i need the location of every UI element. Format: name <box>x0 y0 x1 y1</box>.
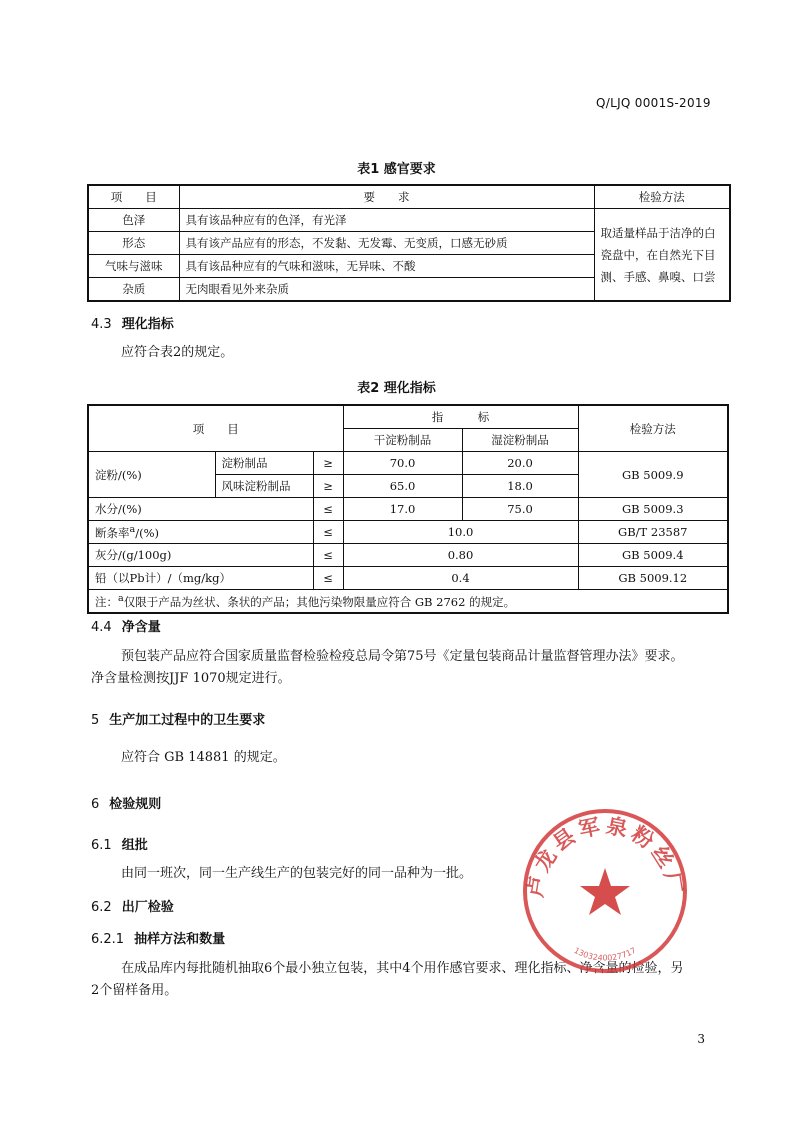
table-row <box>88 209 730 232</box>
wet-value: 20.0 <box>462 452 578 475</box>
seal-text: 卢龙县军泉粉丝厂 <box>523 813 687 899</box>
seal-code: 1303240027717 <box>572 945 638 963</box>
shared-value: 0.4 <box>343 567 578 590</box>
dry-value: 65.0 <box>343 475 462 498</box>
comparator: ≤ <box>313 498 343 521</box>
section-number: 6.2.1 <box>91 932 125 947</box>
footnote-marker: a <box>129 523 136 535</box>
shared-value: 10.0 <box>343 521 578 544</box>
section-number: 4.4 <box>91 620 112 635</box>
section-number: 6.2 <box>91 900 112 915</box>
row-requirement: 具有该品种应有的色泽，有光泽 <box>179 209 594 232</box>
row-label-text: 断条率 <box>95 525 130 540</box>
table-row <box>88 521 728 544</box>
comparator: ≥ <box>313 452 343 475</box>
table-row <box>88 498 728 521</box>
comparator: ≤ <box>313 544 343 567</box>
comparator: ≥ <box>313 475 343 498</box>
paragraph: 净含量检测按JJF 1070规定进行。 <box>91 671 291 686</box>
paragraph: 2个留样备用。 <box>91 983 178 998</box>
section-title: 出厂检验 <box>121 900 174 915</box>
section-title: 抽样方法和数量 <box>134 932 226 947</box>
table-header-row <box>88 405 728 429</box>
row-sublabel: 淀粉制品 <box>215 452 313 475</box>
note-prefix: 注： <box>95 594 118 609</box>
company-seal <box>520 806 690 976</box>
header-method: 检验方法 <box>594 185 730 209</box>
paragraph: 应符合 GB 14881 的规定。 <box>121 750 286 765</box>
method-value: GB 5009.3 <box>578 498 728 521</box>
table-note-row <box>88 590 728 614</box>
section-title: 理化指标 <box>121 317 174 332</box>
method-value: GB 5009.4 <box>578 544 728 567</box>
section-number: 6 <box>91 797 100 812</box>
section-heading <box>91 793 161 812</box>
section-heading <box>91 616 161 635</box>
header-method: 检验方法 <box>578 405 728 452</box>
section-heading <box>91 709 265 728</box>
section-title: 净含量 <box>121 620 161 635</box>
page-number: 3 <box>697 1032 705 1046</box>
header-item: 项 目 <box>88 405 343 452</box>
row-label: 淀粉/(%) <box>88 452 215 498</box>
row-label: 水分/(%) <box>88 498 313 521</box>
section-title: 组批 <box>121 838 148 853</box>
section-number: 5 <box>91 713 100 728</box>
section-number: 6.1 <box>91 838 112 853</box>
header-index: 指 标 <box>343 405 578 429</box>
method-value: GB 5009.9 <box>578 452 728 498</box>
dry-value: 70.0 <box>343 452 462 475</box>
shared-value: 0.80 <box>343 544 578 567</box>
method-cell: 取适量样品于洁净的白瓷盘中，在自然光下目测、手感、鼻嗅、口尝 <box>594 209 730 302</box>
section-heading <box>91 834 148 853</box>
comparator: ≤ <box>313 521 343 544</box>
table1-caption: 表1 感官要求 <box>357 162 436 177</box>
section-title: 生产加工过程中的卫生要求 <box>109 713 266 728</box>
row-label: 铅（以Pb计）/（mg/kg） <box>88 567 313 590</box>
paragraph: 在成品库内每批随机抽取6个最小独立包装，其中4个用作感官要求、理化指标、净含量的检验，另 <box>121 961 684 976</box>
wet-value: 75.0 <box>462 498 578 521</box>
header-requirement: 要 求 <box>179 185 594 209</box>
header-dry: 干淀粉制品 <box>343 429 462 452</box>
paragraph: 预包装产品应符合国家质量监督检验检疫总局令第75号《定量包装商品计量监督管理办法》要求。 <box>121 649 684 664</box>
section-number: 4.3 <box>91 317 112 332</box>
wet-value: 18.0 <box>462 475 578 498</box>
row-requirement: 具有该品种应有的气味和滋味，无异味、不酸 <box>179 255 594 278</box>
star-icon <box>580 868 630 915</box>
row-label <box>88 521 313 544</box>
row-requirement: 无肉眼看见外来杂质 <box>179 278 594 302</box>
table-row <box>88 544 728 567</box>
sensory-table <box>87 184 731 302</box>
method-value: GB/T 23587 <box>578 521 728 544</box>
section-title: 检验规则 <box>109 797 162 812</box>
table-note <box>88 590 728 614</box>
dry-value: 17.0 <box>343 498 462 521</box>
row-item: 气味与滋味 <box>88 255 179 278</box>
table-row <box>88 452 728 475</box>
header-item: 项 目 <box>88 185 179 209</box>
row-item: 杂质 <box>88 278 179 302</box>
header-wet: 湿淀粉制品 <box>462 429 578 452</box>
note-text: 仅限于产品为丝状、条状的产品；其他污染物限量应符合 GB 2762 的规定。 <box>123 594 516 609</box>
table-row <box>88 567 728 590</box>
document-number: Q/LJQ 0001S-2019 <box>596 96 711 110</box>
row-requirement: 具有该产品应有的形态，不发黏、无发霉、无变质，口感无砂质 <box>179 232 594 255</box>
comparator: ≤ <box>313 567 343 590</box>
method-value: GB 5009.12 <box>578 567 728 590</box>
section-heading <box>91 313 174 332</box>
table2-caption: 表2 理化指标 <box>357 381 436 396</box>
row-label-unit: /(%) <box>135 525 159 540</box>
paragraph: 由同一班次，同一生产线生产的包装完好的同一品种为一批。 <box>121 866 473 881</box>
section-heading <box>91 896 174 915</box>
section-heading <box>91 928 225 947</box>
row-sublabel: 风味淀粉制品 <box>215 475 313 498</box>
row-label: 灰分/(g/100g) <box>88 544 313 567</box>
physicochemical-table <box>87 404 729 614</box>
paragraph: 应符合表2的规定。 <box>121 345 234 360</box>
footnote-marker: a <box>118 592 124 604</box>
row-item: 色泽 <box>88 209 179 232</box>
row-item: 形态 <box>88 232 179 255</box>
table-header-row <box>88 185 730 209</box>
